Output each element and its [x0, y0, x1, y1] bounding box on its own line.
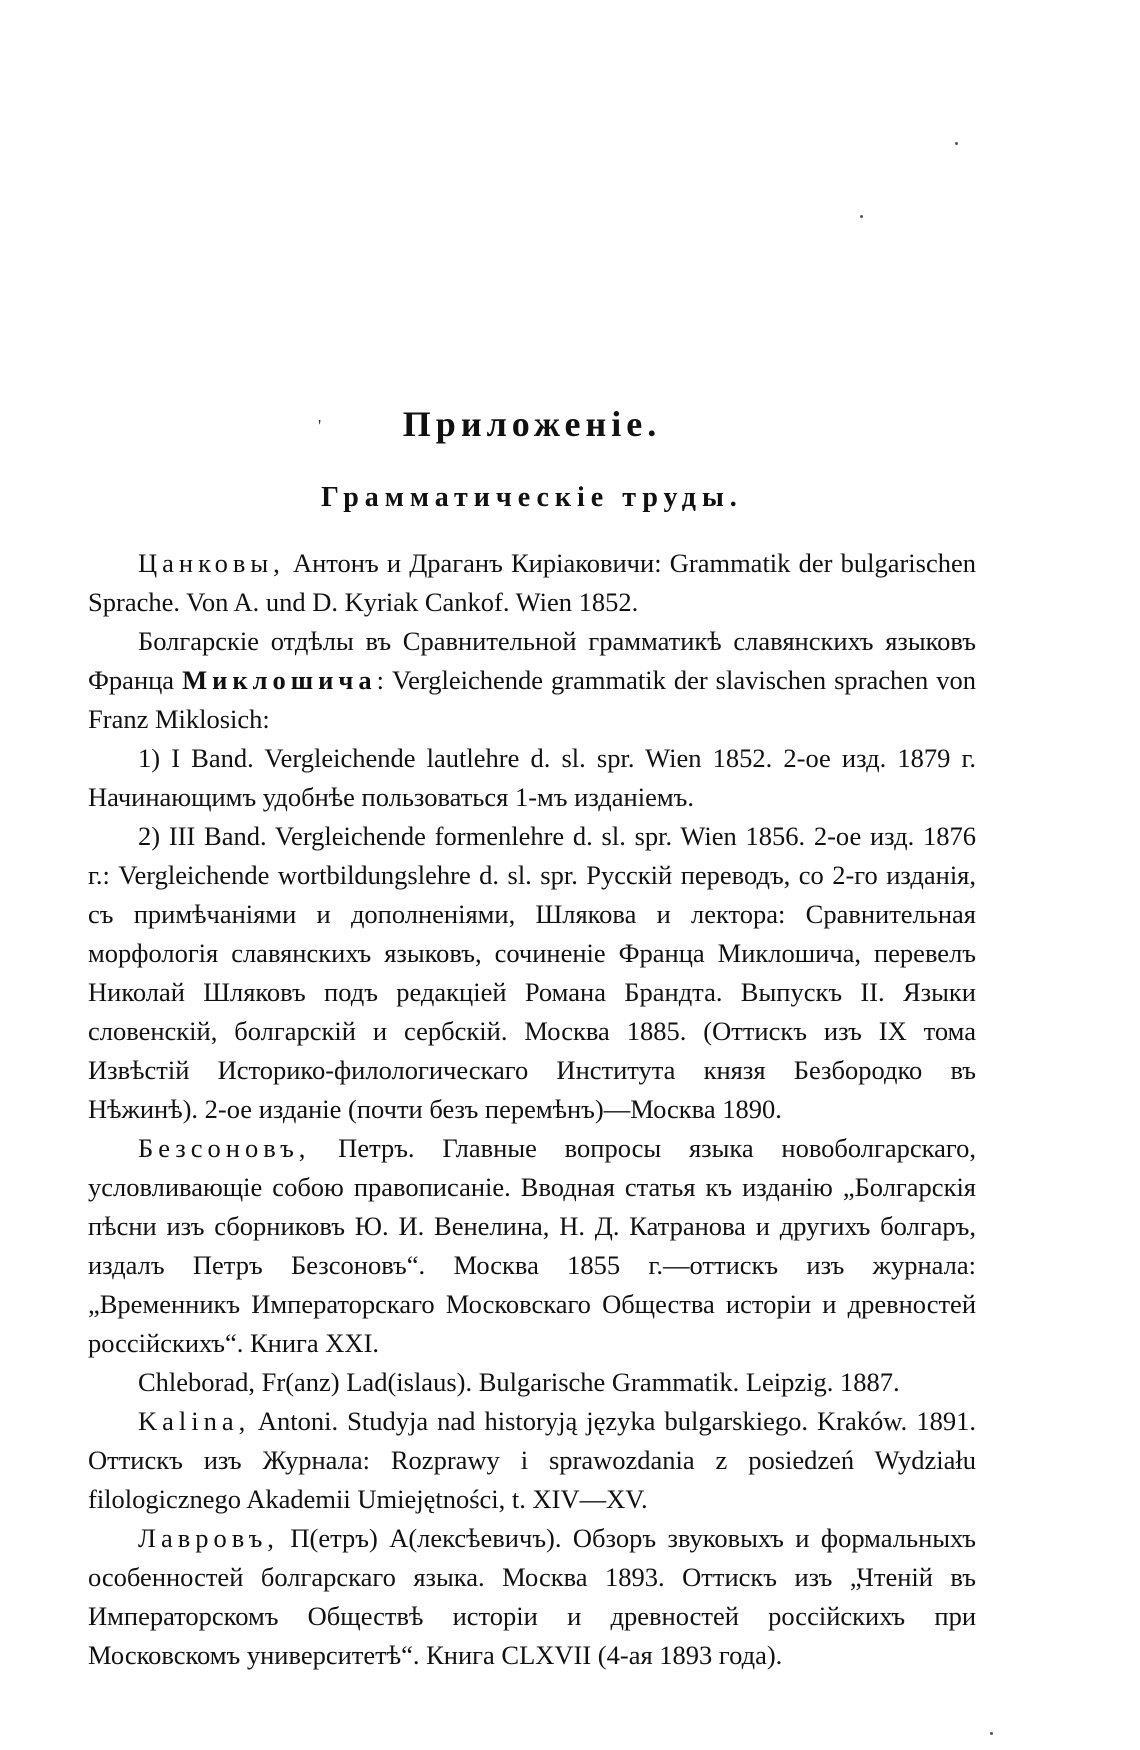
- entry-text: Antoni. Studyja nad historyją języka bulgarskiego. Kraków. 1891. Оттискъ изъ Журнала: Rozprawy i sprawozdania z posiedzeń Wydziału filologicznego Akademii Umiejętności, t. XIV—XV.: [88, 1406, 976, 1514]
- entry-author: Лавровъ,: [138, 1523, 279, 1553]
- entry-author: Безсоновъ,: [138, 1133, 311, 1163]
- entry-text: 1) I Band. Vergleichende lautlehre d. sl. spr. Wien 1852. 2-ое изд. 1879 г. Начинающимъ удобнѣе пользоваться 1-мъ изданіемъ.: [88, 743, 976, 812]
- entry-author: Миклошича: [182, 665, 377, 695]
- document-page: [88, 402, 976, 1675]
- bibliography-entry-bezsonov: [88, 1129, 976, 1363]
- paper-speck-2: [860, 215, 863, 218]
- entry-author: Цанковы,: [138, 548, 285, 578]
- bibliography-entry-tsankovy: [88, 544, 976, 622]
- bibliography-entry-kalina: [88, 1402, 976, 1519]
- entry-lead: Болгарскіе отдѣлы въ Сравнительной грамматикѣ славянскихъ языковъ Франца: [88, 626, 976, 695]
- bibliography-entry-chleborad: [88, 1363, 976, 1402]
- entry-text: Петръ. Главные вопросы языка новоболгарскаго, условливающіе собою правописаніе. Вводная статья къ изданію „Болгарскія пѣсни изъ сборниковъ Ю. И. Венелина, Н. Д. Катранова и другихъ болгаръ, издалъ Петръ Безсоновъ“. Москва 1855 г.—оттискъ изъ журнала: „Временникъ Императорскаго Московскаго Общества исторіи и древностей россійскихъ“. Книга XXI.: [88, 1133, 976, 1358]
- entry-text: П(етръ) А(лексѣевичъ). Обзоръ звуковыхъ и формальныхъ особенностей болгарскаго языка. Москва 1893. Оттискъ изъ „Чтеній въ Императорскомъ Обществѣ исторіи и древностей россійскихъ при Московскомъ университетѣ“. Книга CLXVII (4-ая 1893 года).: [88, 1523, 976, 1670]
- page-title: Приложеніе.: [402, 404, 662, 444]
- section-subtitle: Грамматическіе труды.: [321, 482, 743, 513]
- paper-speck-1: [955, 142, 958, 145]
- entry-text: Антонъ и Драганъ Киріаковичи: Grammatik der bulgarischen Sprache. Von A. und D. Kyriak Cankof. Wien 1852.: [88, 548, 976, 617]
- entry-author: Kalina,: [138, 1406, 251, 1436]
- bibliography-entry-lavrov: [88, 1519, 976, 1675]
- entry-text: Chleborad, Fr(anz) Lad(islaus). Bulgarische Grammatik. Leipzig. 1887.: [138, 1367, 900, 1397]
- bibliography-entry-miklosich: [88, 622, 976, 739]
- paper-speck-3: [990, 1732, 993, 1735]
- bibliography-subentry-band-3: [88, 817, 976, 1129]
- entry-text: : Vergleichende grammatik der slavischen sprachen von Franz Miklosich:: [88, 665, 976, 734]
- entry-text: 2) III Band. Vergleichende formenlehre d. sl. spr. Wien 1856. 2-ое изд. 1876 г.: Vergleichende wortbildungslehre d. sl. spr. Русскій переводъ, со 2-го изданія, съ примѣчаніями и дополненіями, Шлякова и лектора: Сравнительная морфологія славянскихъ языковъ, сочиненіе Франца Миклошича, перевелъ Николай Шляковъ подъ редакціей Романа Брандта. Выпускъ II. Языки словенскій, болгарскій и сербскій. Москва 1885. (Оттискъ изъ IX тома Извѣстій Историко-филологическаго Института князя Безбородко въ Нѣжинѣ). 2-ое изданіе (почти безъ перемѣнъ)—Москва 1890.: [88, 821, 976, 1124]
- bibliography-subentry-band-1: [88, 739, 976, 817]
- stray-mark-decoration: ': [318, 416, 322, 436]
